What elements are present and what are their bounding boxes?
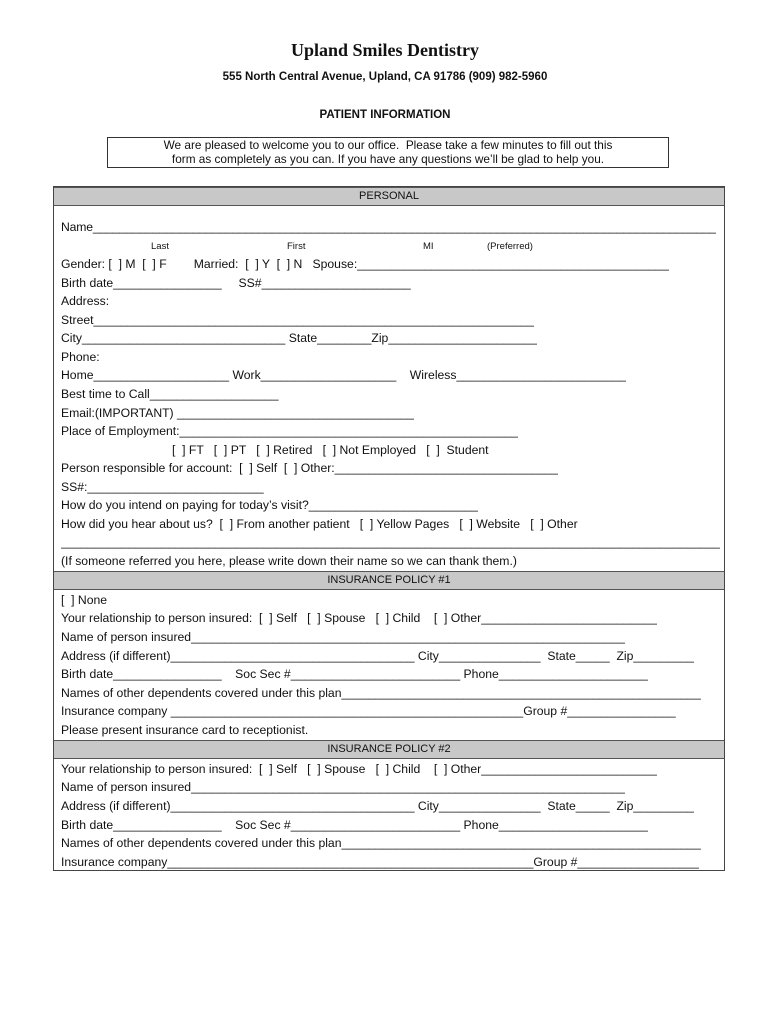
insurance1-insured-name-field[interactable]: Name of person insured________________________________________________________________ [61,630,625,644]
practice-title: Upland Smiles Dentistry [290,40,479,60]
insurance1-birth-ssn-phone-row[interactable]: Birth date________________ Soc Sec #_________________________ Phone______________________ [61,667,648,681]
ss-field[interactable]: SS#:__________________________ [61,480,264,494]
employment-field[interactable]: Place of Employment:__________________________________________________ [61,424,519,438]
insurance1-dependents-field[interactable]: Names of other dependents covered under this plan_____________________________________________________ [61,686,701,700]
referral-name-field[interactable]: __________________________________________________________________________________________________ [61,535,720,549]
practice-address: 555 North Central Avenue, Upland, CA 91786 (909) 982-5960 [222,71,548,83]
phone-label: Phone: [61,350,100,364]
name-sublabel-preferred: (Preferred) [487,241,533,252]
name-sublabel-last: Last [151,241,169,252]
referral-note: (If someone referred you here, please write down their name so we can thank them.) [61,554,517,568]
name-sublabel-mi: MI [423,241,434,252]
address-label: Address: [61,294,110,308]
section-header-personal: PERSONAL [54,187,724,206]
welcome-text-line-1: We are pleased to welcome you to our office. Please take a few minutes to fill out this [163,138,613,152]
insurance2-company-group-row[interactable]: Insurance company______________________________________________________Group #__________________ [61,855,700,869]
patient-form [53,186,725,871]
welcome-box [107,137,669,168]
form-title: PATIENT INFORMATION [319,109,451,121]
referral-source-row[interactable]: How did you hear about us? [ ] From another patient [ ] Yellow Pages [ ] Website [ ] Other [61,517,578,531]
payment-field[interactable]: How do you intend on paying for today’s visit?_________________________ [61,498,479,512]
section-header-insurance-2: INSURANCE POLICY #2 [54,740,724,759]
insurance2-address-row[interactable]: Address (if different)____________________________________ City_______________ State_____ Zip_________ [61,799,695,813]
insurance1-relationship-row[interactable]: Your relationship to person insured: [ ] Self [ ] Spouse [ ] Child [ ] Other__________________________ [61,611,658,625]
insurance1-address-row[interactable]: Address (if different)____________________________________ City_______________ State_____ Zip_________ [61,649,695,663]
insurance2-insured-name-field[interactable]: Name of person insured________________________________________________________________ [61,780,625,794]
section-header-insurance-1: INSURANCE POLICY #1 [54,571,724,590]
insurance2-relationship-row[interactable]: Your relationship to person insured: [ ] Self [ ] Spouse [ ] Child [ ] Other__________________________ [61,762,658,776]
insurance2-dependents-field[interactable]: Names of other dependents covered under this plan_____________________________________________________ [61,836,701,850]
gender-married-spouse-row[interactable]: Gender: [ ] M [ ] F Married: [ ] Y [ ] N Spouse:______________________________________________ [61,257,670,271]
employment-options[interactable]: [ ] FT [ ] PT [ ] Retired [ ] Not Employed [ ] Student [172,443,489,457]
name-field[interactable]: Name______________________________________________________________________________________________ [61,220,716,234]
name-sublabel-first: First [287,241,306,252]
best-time-field[interactable]: Best time to Call___________________ [61,387,279,401]
insurance1-company-group-row[interactable]: Insurance company ____________________________________________________Group #________________ [61,704,676,718]
phone-numbers-row[interactable]: Home____________________ Work____________________ Wireless_________________________ [61,368,626,382]
insurance2-birth-ssn-phone-row[interactable]: Birth date________________ Soc Sec #_________________________ Phone______________________ [61,818,648,832]
city-state-zip-row[interactable]: City______________________________ State________Zip______________________ [61,331,538,345]
insurance1-card-note: Please present insurance card to receptionist. [61,723,309,737]
welcome-text-line-2: form as completely as you can. If you have any questions we’ll be glad to help you. [171,152,605,166]
responsible-party-row[interactable]: Person responsible for account: [ ] Self [ ] Other:_________________________________ [61,461,559,475]
email-field[interactable]: Email:(IMPORTANT) ___________________________________ [61,406,415,420]
street-field[interactable]: Street_________________________________________________________________ [61,313,535,327]
insurance1-none-checkbox[interactable]: [ ] None [61,593,108,607]
birth-ss-row[interactable]: Birth date________________ SS#______________________ [61,276,411,290]
